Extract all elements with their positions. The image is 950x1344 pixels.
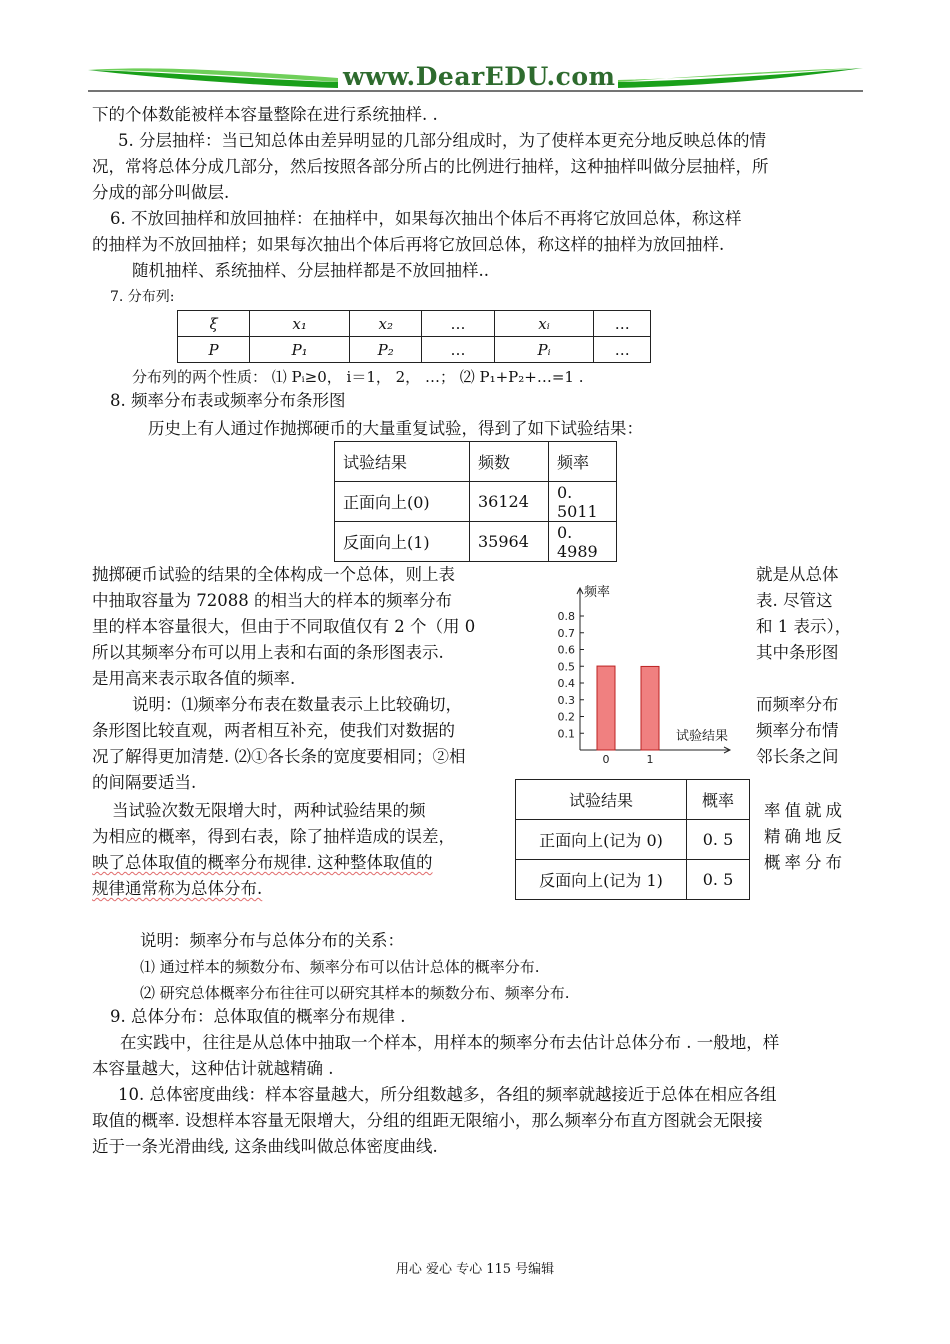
table-cell: x₂ — [350, 311, 422, 337]
wrap2-left-line-2: 为相应的概率，得到右表，除了抽样造成的误差， — [92, 827, 455, 846]
wrap2-right-line-3: 概率分布 — [764, 853, 846, 872]
table-row — [335, 482, 617, 522]
note-right-line-2: 频率分布情 — [756, 721, 839, 740]
table-cell: 36124 — [470, 482, 549, 522]
wrap2-left-line-4 — [92, 876, 262, 902]
table-row — [178, 337, 651, 363]
bar-0 — [597, 666, 615, 750]
paragraph-6-line-1: 6. 不放回抽样和放回抽样：在抽样中，如果每次抽出个体后不再将它放回总体，称这样 — [110, 209, 742, 228]
table-cell: 0. 5 — [687, 820, 750, 860]
column-header: 试验结果 — [516, 780, 687, 820]
y-tick-label: 0.1 — [557, 727, 575, 741]
note-left-line-4: 的间隔要适当. — [92, 773, 197, 792]
y-tick-label: 0.6 — [557, 643, 575, 657]
paragraph-8-title: 8. 频率分布表或频率分布条形图 — [110, 391, 346, 410]
paragraph-6-line-3: 随机抽样、系统抽样、分层抽样都是不放回抽样.. — [132, 261, 489, 280]
x-axis-label: 试验结果 — [675, 729, 728, 744]
paragraph-5-line-2: 况，常将总体分成几部分，然后按照各部分所占的比例进行抽样，这种抽样叫做分层抽样，所 — [92, 157, 769, 176]
paragraph-10-line-1: 10. 总体密度曲线：样本容量越大，所分组数越多，各组的频率就越接近于总体在相应各组 — [118, 1085, 777, 1104]
table-row — [335, 522, 617, 562]
probability-table — [515, 779, 750, 900]
x-tick-label: 1 — [646, 753, 654, 764]
wrap2-right-line-2: 精确地反 — [764, 827, 846, 846]
bar-1 — [641, 666, 659, 750]
distribution-properties: 分布列的两个性质： ⑴ Pᵢ≥0， i＝1， 2， …； ⑵ P₁+P₂+…=1 . — [132, 368, 584, 386]
table-cell: P — [178, 337, 250, 363]
paragraph-9-line-2: 本容量越大，这种估计就越精确 . — [92, 1059, 334, 1078]
table-cell: 0. 5 — [687, 860, 750, 900]
y-tick-label: 0.7 — [557, 626, 575, 640]
column-header: 概率 — [687, 780, 750, 820]
note-left-line-1: 说明：⑴频率分布表在数量表示上比较确切， — [132, 695, 462, 714]
paragraph-7-title: 7. 分布列: — [110, 289, 175, 305]
table-cell: 正面向上(记为 0) — [516, 820, 687, 860]
paragraph-5-line-1: 5. 分层抽样：当已知总体由差异明显的几部分组成时，为了使样本更充分地反映总体的情 — [118, 131, 766, 150]
column-header: 试验结果 — [335, 442, 470, 482]
y-axis-label: 频率 — [584, 585, 611, 600]
wrap-left-line-3: 里的样本容量很大，但由于不同取值仅有 2 个（用 0 — [92, 617, 476, 636]
paragraph-9-title: 9. 总体分布：总体取值的概率分布规律 . — [110, 1007, 406, 1026]
wrap2-left-line-1: 当试验次数无限增大时，两种试验结果的频 — [112, 801, 426, 820]
y-tick-label: 0.5 — [557, 660, 575, 674]
table-cell: 0. 5011 — [549, 482, 617, 522]
wrap-right-line-4: 其中条形图 — [756, 643, 839, 662]
table-cell: … — [422, 337, 494, 363]
frequency-bar-chart — [540, 578, 740, 764]
paragraph-10-line-2: 取值的概率. 设想样本容量无限增大，分组的组距无限缩小，那么频率分布直方图就会无限接 — [92, 1111, 763, 1130]
wrap2-right-line-1: 率值就成 — [764, 801, 846, 820]
relation-item-2: ⑵ 研究总体概率分布往往可以研究其样本的频数分布、频率分布. — [140, 984, 570, 1002]
y-tick-label: 0.4 — [557, 677, 575, 690]
page-header — [88, 58, 863, 94]
wrap2-left-line-3 — [92, 850, 433, 876]
wrap-right-line-2: 表. 尽管这 — [756, 591, 833, 610]
table-cell: 0. 4989 — [549, 522, 617, 562]
column-header: 频率 — [549, 442, 617, 482]
y-tick-label: 0.2 — [557, 710, 575, 724]
paragraph-5-line-3: 分成的部分叫做层. — [92, 183, 230, 202]
site-logo: www.DearEDU.com — [343, 62, 616, 91]
table-cell: P₂ — [350, 337, 422, 363]
table-cell: … — [594, 311, 651, 337]
note-left-line-3: 况了解得更加清楚. ⑵①各长条的宽度要相同；②相 — [92, 747, 466, 766]
wrap-right-line-1: 就是从总体 — [756, 565, 839, 584]
paragraph-continuation: 下的个体数能被样本容量整除在进行系统抽样. . — [92, 105, 438, 124]
note-left-line-2: 条形图比较直观，两者相互补充，使我们对数据的 — [92, 721, 455, 740]
paragraph-10-line-3: 近于一条光滑曲线, 这条曲线叫做总体密度曲线. — [92, 1137, 438, 1156]
table-cell: … — [422, 311, 494, 337]
table-cell: 反面向上(记为 1) — [516, 860, 687, 900]
table-cell: ξ — [178, 311, 250, 337]
page-footer: 用心 爱心 专心 115 号编辑 — [395, 1262, 555, 1277]
wrap2-left-line-4-text: 规律通常称为总体分布. — [92, 879, 263, 898]
wrap-left-line-4: 所以其频率分布可以用上表和右面的条形图表示. — [92, 643, 444, 662]
table-cell: 正面向上(0) — [335, 482, 470, 522]
table-row — [516, 860, 750, 900]
frequency-table — [334, 441, 617, 562]
note-right-line-3: 邻长条之间 — [756, 747, 839, 766]
table-header-row — [516, 780, 750, 820]
paragraph-8-intro: 历史上有人通过作抛掷硬币的大量重复试验，得到了如下试验结果： — [148, 419, 643, 438]
wrap-left-line-1: 抛掷硬币试验的结果的全体构成一个总体，则上表 — [92, 565, 455, 584]
table-cell: xᵢ — [494, 311, 594, 337]
paragraph-6-line-2: 的抽样为不放回抽样；如果每次抽出个体后再将它放回总体，称这样的抽样为放回抽样. — [92, 235, 725, 254]
distribution-table — [177, 310, 651, 363]
wrap-left-line-2: 中抽取容量为 72088 的相当大的样本的频率分布 — [92, 591, 452, 610]
x-tick-label: 0 — [602, 753, 610, 764]
relation-item-1: ⑴ 通过样本的频数分布、频率分布可以估计总体的概率分布. — [140, 958, 540, 976]
note-right-line-1: 而频率分布 — [756, 695, 839, 714]
wrap-right-line-3: 和 1 表示）， — [756, 617, 852, 636]
table-cell: P₁ — [250, 337, 350, 363]
column-header: 频数 — [470, 442, 549, 482]
y-tick-label: 0.8 — [557, 610, 575, 623]
paragraph-9-line-1: 在实践中，往往是从总体中抽取一个样本，用样本的频率分布去估计总体分布 . 一般地，样 — [120, 1033, 780, 1052]
table-row — [516, 820, 750, 860]
table-cell: … — [594, 337, 651, 363]
wrap-left-line-5: 是用高来表示取各值的频率. — [92, 669, 296, 688]
y-tick-label: 0.3 — [557, 693, 575, 707]
table-row — [178, 311, 651, 337]
table-cell: x₁ — [250, 311, 350, 337]
table-header-row — [335, 442, 617, 482]
table-cell: Pᵢ — [494, 337, 594, 363]
table-cell: 反面向上(1) — [335, 522, 470, 562]
wrap2-left-line-3-text: 映了总体取值的概率分布规律. 这种整体取值的 — [92, 853, 433, 872]
relation-title: 说明：频率分布与总体分布的关系： — [140, 931, 404, 950]
table-cell: 35964 — [470, 522, 549, 562]
